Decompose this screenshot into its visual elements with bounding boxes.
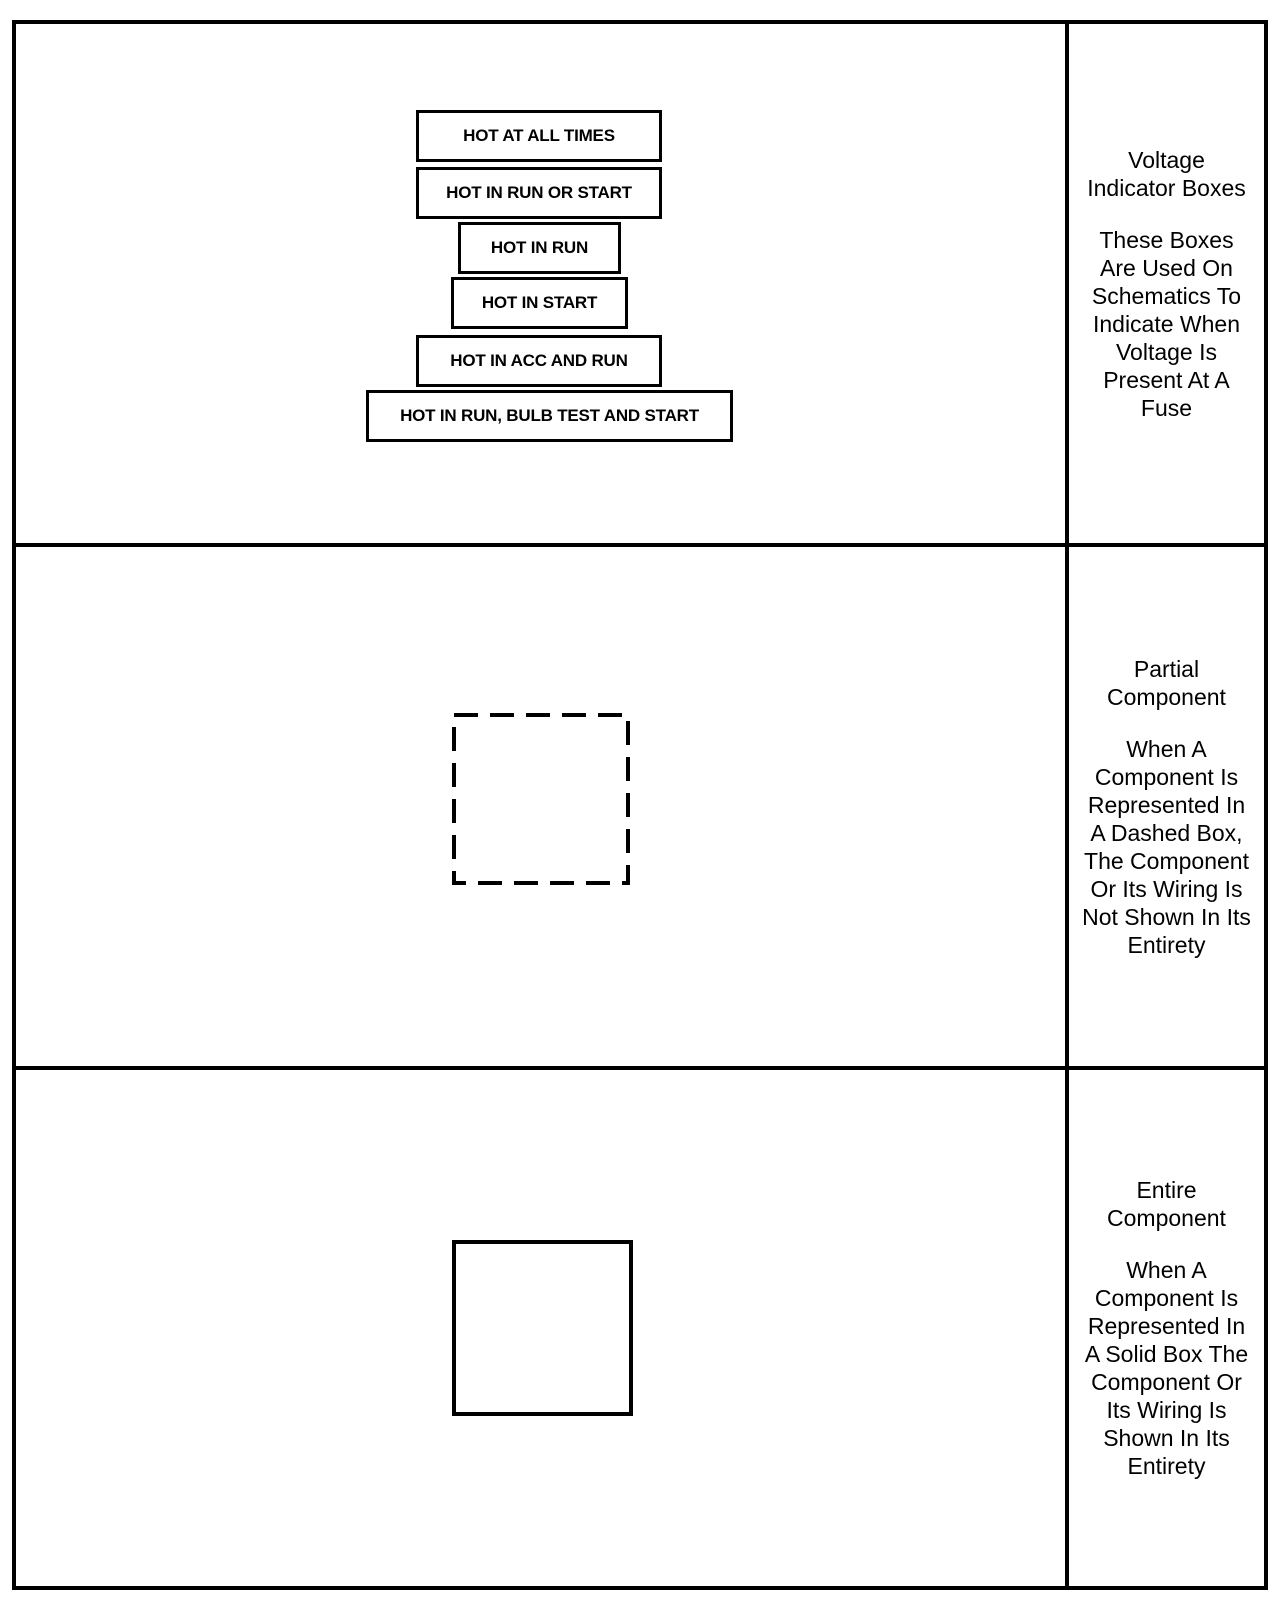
body-line: When A (1126, 735, 1207, 762)
body-line: Represented In (1087, 1313, 1246, 1339)
legend-row-partial-component (16, 547, 1264, 1070)
body-line: Entirety (1127, 931, 1206, 958)
description-cell-entire-component (1069, 1070, 1264, 1586)
body-line: The Component (1084, 847, 1249, 874)
title-line: Voltage (1128, 146, 1205, 173)
description-title (1087, 146, 1246, 202)
description-cell-voltage-indicator (1069, 24, 1264, 543)
body-line: When A (1126, 1257, 1207, 1283)
body-line: Present At A (1103, 366, 1230, 393)
body-line: Component Is (1094, 763, 1239, 790)
description-title (1107, 655, 1226, 711)
description-title (1107, 1176, 1226, 1232)
symbol-cell-solid-box (16, 1070, 1069, 1586)
description-cell-partial-component (1069, 547, 1264, 1066)
title-line: Component (1107, 683, 1226, 710)
dashed-component-box (446, 707, 636, 897)
symbol-legend-table (12, 20, 1268, 1590)
body-line: Or Its Wiring Is (1090, 875, 1243, 902)
title-line: Indicator Boxes (1087, 174, 1246, 201)
body-line: Shown In Its (1103, 1425, 1230, 1451)
legend-row-entire-component (16, 1070, 1264, 1586)
body-line: Are Used On (1100, 254, 1233, 281)
body-line: Not Shown In Its (1082, 903, 1251, 930)
voltage-box-hot-at-all-times: HOT AT ALL TIMES (416, 110, 662, 162)
body-line: Its Wiring Is (1106, 1397, 1227, 1423)
body-line: These Boxes (1099, 226, 1234, 253)
voltage-box-hot-in-start: HOT IN START (451, 277, 628, 329)
body-line: A Dashed Box, (1090, 819, 1243, 846)
voltage-box-hot-in-run: HOT IN RUN (458, 222, 621, 274)
body-line: Represented In (1087, 791, 1246, 818)
body-line: Fuse (1140, 394, 1193, 421)
title-line: Partial (1133, 655, 1200, 682)
legend-row-voltage-indicator (16, 24, 1264, 547)
symbol-cell-dashed-box (16, 547, 1069, 1066)
voltage-box-hot-in-run-or-start: HOT IN RUN OR START (416, 167, 662, 219)
description-body (1082, 735, 1251, 959)
voltage-box-hot-in-run-bulb-test-and-start: HOT IN RUN, BULB TEST AND START (366, 390, 733, 442)
body-line: Indicate When (1092, 310, 1240, 337)
body-line: Entirety (1127, 1453, 1206, 1479)
description-body (1092, 226, 1241, 422)
symbol-cell-voltage-boxes (16, 24, 1069, 543)
voltage-box-hot-in-acc-and-run: HOT IN ACC AND RUN (416, 335, 662, 387)
body-line: Schematics To (1091, 282, 1242, 309)
body-line: Component Or (1091, 1369, 1242, 1395)
description-body (1085, 1256, 1248, 1480)
body-line: Voltage Is (1115, 338, 1217, 365)
title-line: Component (1107, 1205, 1226, 1231)
body-line: A Solid Box The (1084, 1341, 1249, 1367)
body-line: Component Is (1094, 1285, 1239, 1311)
title-line: Entire (1136, 1177, 1197, 1203)
solid-component-box (452, 1240, 633, 1416)
